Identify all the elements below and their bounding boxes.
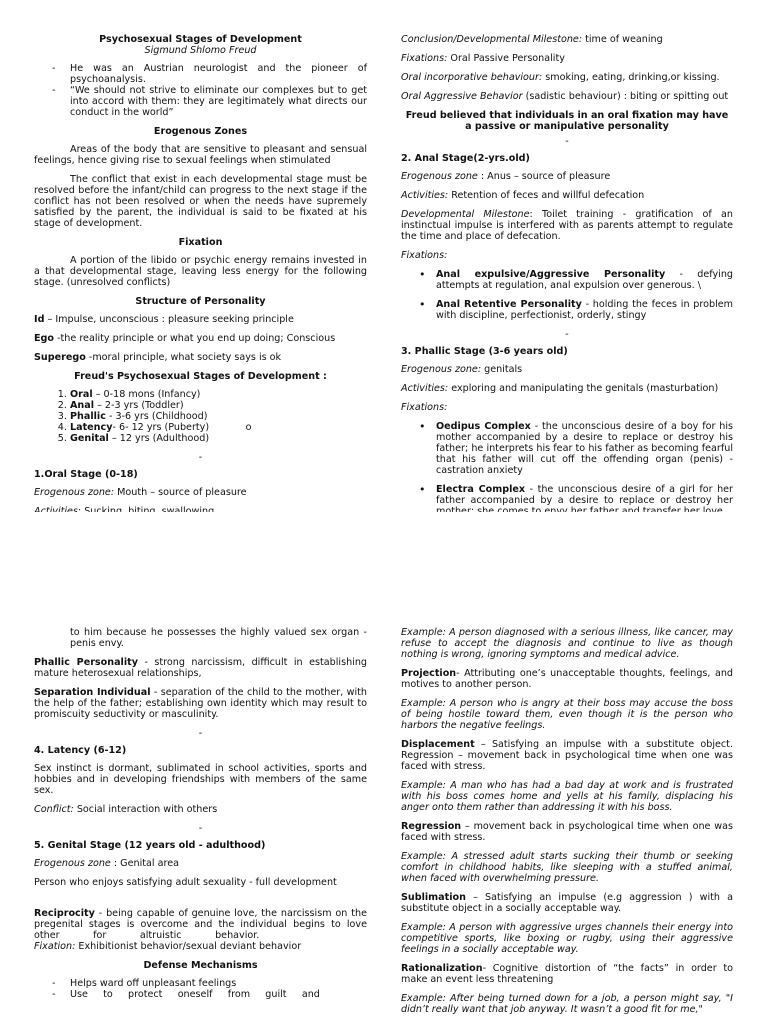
oral-zone: [34, 487, 367, 498]
ego-term: Ego: [34, 333, 55, 344]
defense-list: [34, 978, 367, 1000]
label: Erogenous zone: [401, 171, 478, 182]
id-term: Id: [34, 314, 45, 325]
genital-heading: 5. Genital Stage (12 years old - adulthood): [34, 840, 266, 851]
genital-zone: [34, 858, 367, 869]
reciprocity: [34, 908, 371, 941]
example-denial: Example: A person diagnosed with a serious illness, like cancer, may refuse to accept the diagnosis and continue to live as though nothing is wrong, ignoring symptoms and medical advice.: [401, 627, 733, 660]
example-rationalization: Example: After being turned down for a job, a person might say, "I didn’t really want that job anyway. It wasn’t a good fit for me,": [401, 993, 733, 1015]
phallic-fixations-list: [401, 421, 733, 517]
label: Fixations:: [401, 53, 448, 64]
text: : Genital area: [110, 858, 180, 869]
separator: -: [198, 452, 203, 463]
superego-term: Superego: [34, 352, 86, 363]
stage-item: [70, 411, 367, 422]
label: Activities:: [401, 190, 449, 201]
label: Erogenous zone:: [34, 487, 115, 498]
freud-belief: Freud believed that individuals in an oral fixation may have a passive or manipulative personality: [405, 110, 729, 132]
genital-text: Person who enjoys satisfying adult sexuality - full development: [34, 877, 337, 888]
list-item: [436, 299, 733, 321]
superego-definition: [34, 352, 367, 363]
separator: -: [198, 823, 203, 834]
id-text: – Impulse, unconscious : pleasure seeking principle: [44, 314, 294, 325]
stage-age: - 6- 12 yrs (Puberty) o: [112, 422, 252, 433]
displacement: [401, 739, 733, 772]
oral-incorporative: [401, 72, 733, 83]
page2-left-column: [34, 627, 371, 1008]
text: Exhibitionist behavior/sexual deviant behavior: [75, 941, 302, 952]
phallic-activities: [401, 383, 733, 394]
term: Separation Individual: [34, 687, 151, 698]
text: - strong narcissism, difficult in establishing mature heterosexual relationships,: [34, 657, 367, 679]
erogenous-paragraph-1: Areas of the body that are sensitive to pleasant and sensual feelings, hence giving rise to sexual feelings when stimulated: [34, 144, 367, 166]
label: Erogenous zone: [34, 858, 111, 869]
term: Reciprocity: [34, 908, 95, 919]
label: Fixation:: [34, 941, 76, 952]
text: - holding the feces in problem with discipline, perfectionist, orderly, stingy: [436, 299, 733, 321]
defense-bullet: - Use to protect oneself from guilt and: [34, 989, 367, 1000]
label: Conclusion/Developmental Milestone:: [401, 34, 583, 45]
phallic-stage-heading: 3. Phallic Stage (3-6 years old): [401, 346, 568, 357]
fixation-paragraph: A portion of the libido or psychic energy remains invested in a that developmental stage, leaving less energy for the following stage. (unresolved conflicts): [34, 255, 367, 288]
text: - Attributing one’s unacceptable thoughts, feelings, and motives to another person.: [401, 668, 733, 690]
label: Oral Aggressive Behavior: [401, 91, 523, 102]
structure-heading: Structure of Personality: [135, 296, 266, 307]
term: Phallic Personality: [34, 657, 138, 668]
sublimation: [401, 892, 733, 914]
rationalization: [401, 963, 733, 985]
label: Oral incorporative behaviour:: [401, 72, 543, 83]
anal-fixations-label: Fixations:: [401, 250, 448, 261]
list-item: [436, 269, 733, 291]
text: genitals: [481, 364, 523, 375]
term: Sublimation: [401, 892, 466, 903]
projection: [401, 668, 733, 690]
stage-age: – 0-18 mons (Infancy): [92, 389, 201, 400]
text: - separation of the child to the mother, with the help of the father; establishing own identity which may result to promiscuity seductivity or masculinity.: [34, 687, 367, 720]
stage-name: Anal: [70, 400, 95, 411]
ego-text: -the reality principle or what you end up doing; Conscious: [54, 333, 336, 344]
oral-conclusion: [401, 34, 733, 45]
separator: -: [565, 329, 569, 340]
phallic-fixations-label: Fixations:: [401, 402, 448, 413]
intro-bullet: - “We should not strive to eliminate our complexes but to get into accord with them: they are legitimately what directs our conduct in the world”: [34, 85, 367, 118]
id-definition: [34, 314, 367, 325]
text: - defying attempts at regulation, anal expulsion over generous. \: [436, 269, 733, 291]
stage-age: – 12 yrs (Adulthood): [108, 433, 210, 444]
intro-list: [34, 63, 367, 118]
anal-stage-heading: 2. Anal Stage(2-yrs.old): [401, 153, 530, 164]
term: Electra Complex: [436, 484, 526, 495]
continued-text: to him because he possesses the highly valued sex organ - penis envy.: [70, 627, 367, 649]
separator: -: [198, 728, 203, 739]
regression: [401, 821, 733, 843]
genital-fixation: [34, 941, 367, 952]
label: Activities:: [401, 383, 449, 394]
term: Regression: [401, 821, 462, 832]
text: - the unconscious desire of a girl for her father accompanied by a desire to replace or destroy her: [436, 484, 733, 506]
stage-name: Latency: [70, 422, 113, 433]
term: Anal expulsive/Aggressive Personality: [436, 269, 666, 280]
stage-name: Genital: [70, 433, 109, 444]
text: - Cognitive distortion of “the facts” in order to make an event less threatening: [401, 963, 733, 985]
label: Developmental Milestone: [401, 209, 530, 220]
term: Displacement: [401, 739, 475, 750]
text: – movement back in psychological time when one was faced with stress.: [401, 821, 733, 843]
intro-bullet: - He was an Austrian neurologist and the pioneer of psychoanalysis.: [34, 63, 367, 85]
page1-left-column: [34, 34, 367, 544]
anal-activities: [401, 190, 733, 201]
text: Social interaction with others: [73, 804, 218, 815]
text: – Satisfying an impulse (e.g aggression ) with a substitute object in a socially acceptable way.: [401, 892, 733, 914]
term: Rationalization: [401, 963, 483, 974]
text: – Satisfying an impulse with a substitute object. Regression – movement back in psychological time when one was faced with stress.: [401, 739, 733, 772]
phallic-zone: [401, 364, 733, 375]
defense-bullet: - Helps ward off unpleasant feelings: [34, 978, 367, 989]
text: time of weaning: [582, 34, 663, 45]
text: Oral Passive Personality: [447, 53, 565, 64]
superego-text: -moral principle, what society says is ok: [85, 352, 282, 363]
page-2: [0, 512, 768, 1024]
example-regression: Example: A stressed adult starts sucking their thumb or seeking comfort in childhood habits, like sleeping with a stuffed animal, when faced with overwhelming pressure.: [401, 851, 733, 884]
defense-heading: Defense Mechanisms: [143, 960, 258, 971]
text: exploring and manipulating the genitals (masturbation): [448, 383, 719, 394]
anal-milestone: [401, 209, 733, 242]
text: (sadistic behaviour) : biting or spitting out: [522, 91, 729, 102]
text: - being capable of genuine love, the narcissism on the pregenital stages is overcome and the individual begins to love other for altruistic behavior.: [34, 908, 371, 941]
stage-name: Phallic: [70, 411, 106, 422]
separator: -: [565, 136, 569, 147]
page2-right-column: [401, 627, 733, 1023]
text: : Anus – source of pleasure: [477, 171, 611, 182]
oral-aggressive: [401, 91, 733, 102]
page1-right-column: [401, 34, 733, 525]
document-author: Sigmund Shlomo Freud: [144, 45, 257, 56]
latency-conflict: [34, 804, 367, 815]
phallic-personality: [34, 657, 367, 679]
stage-item: [70, 389, 367, 400]
fixation-heading: Fixation: [178, 237, 223, 248]
text: Mouth – source of pleasure: [114, 487, 247, 498]
term: Anal Retentive Personality: [436, 299, 582, 310]
ego-definition: [34, 333, 367, 344]
anal-zone: [401, 171, 733, 182]
label: Conflict:: [34, 804, 74, 815]
document-title: Psychosexual Stages of Development: [99, 34, 302, 45]
text: smoking, eating, drinking,or kissing.: [542, 72, 720, 83]
text: Retention of feces and willful defecation: [448, 190, 645, 201]
erogenous-paragraph-2: The conflict that exist in each developmental stage must be resolved before the infant/child can progress to the next stage if the conflict has not been resolved or when the needs have supremely satisfied by the parent, the individual is said to be fixated at his stage of development.: [34, 174, 367, 229]
label: Erogenous zone:: [401, 364, 482, 375]
oral-fixations: [401, 53, 733, 64]
stages-list: [34, 389, 367, 444]
stage-age: – 2-3 yrs (Toddler): [94, 400, 184, 411]
text: - the unconscious desire of a boy for his mother accompanied by a desire to replace or destroy his father; he interprets his fear to his father as becoming fearful that his father will cut off the offending organ (penis) - castration anxiety: [436, 421, 734, 476]
term: Oedipus Complex: [436, 421, 531, 432]
text: : Toilet training - gratification of an instinctual impulse is interfered with as parents attempt to regulate the time and place of defecation.: [401, 209, 733, 242]
term: Projection: [401, 668, 457, 679]
stage-item: [70, 400, 367, 411]
example-sublimation: Example: A person with aggressive urges channels their energy into competitive sports, like boxing or rugby, using their aggressive feelings in a socially acceptable way.: [401, 922, 733, 955]
example-projection: Example: A person who is angry at their boss may accuse the boss of being hostile toward them, even though it is the person who harbors the negative feelings.: [401, 698, 733, 731]
latency-text: Sex instinct is dormant, sublimated in school activities, sports and hobbies and in developing friendships with members of the same sex.: [34, 763, 367, 796]
stages-heading: Freud's Psychosexual Stages of Development :: [74, 371, 327, 382]
latency-heading: 4. Latency (6-12): [34, 745, 127, 756]
list-item: [436, 421, 733, 476]
anal-fixations-list: [401, 269, 733, 321]
example-displacement: Example: A man who has had a bad day at work and is frustrated with his boss comes home and yells at his family, displacing his anger onto them rather than addressing it with his boss.: [401, 780, 733, 813]
oral-stage-heading: 1.Oral Stage (0-18): [34, 469, 138, 480]
stage-item: [70, 433, 367, 444]
erogenous-heading: Erogenous Zones: [153, 126, 248, 137]
separation-individual: [34, 687, 367, 720]
stage-name: Oral: [70, 389, 93, 400]
stage-age: - 3-6 yrs (Childhood): [105, 411, 208, 422]
stage-item: [70, 422, 367, 433]
